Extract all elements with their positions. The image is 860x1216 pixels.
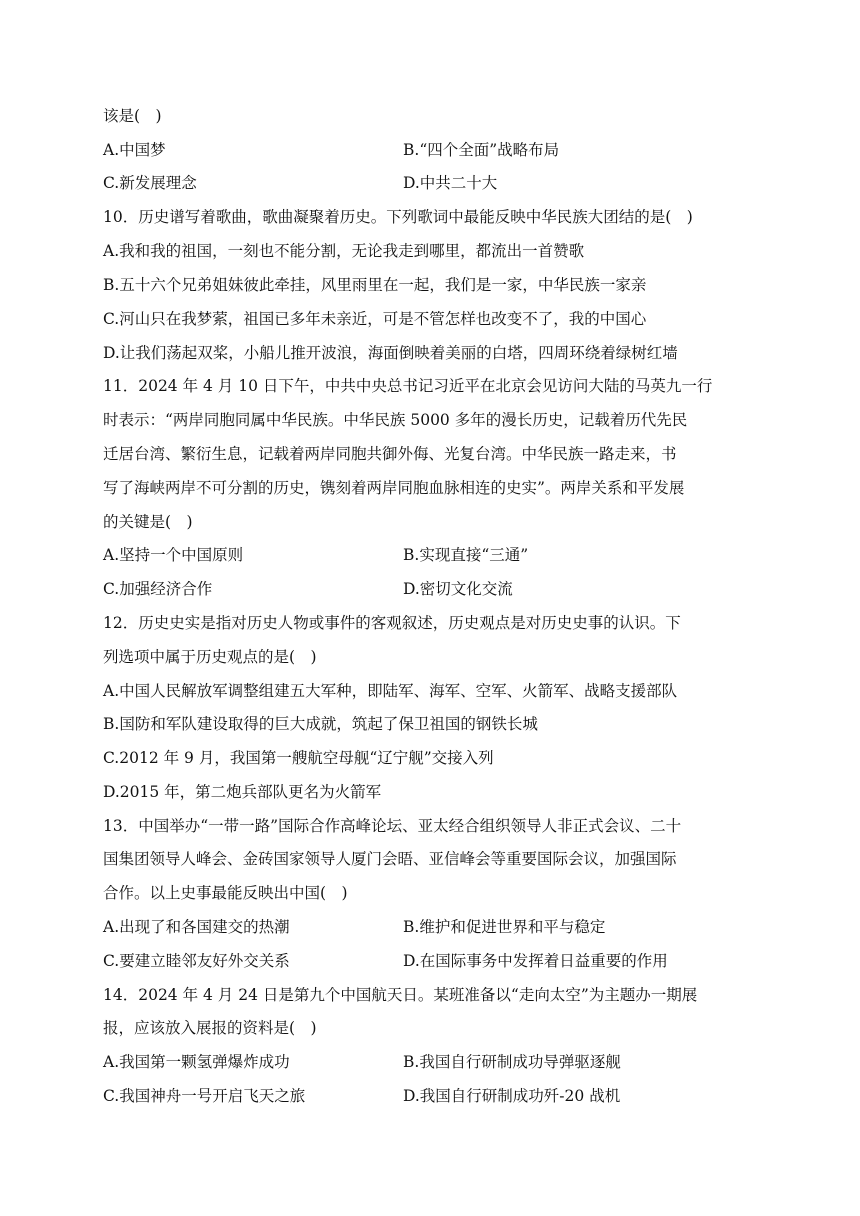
q11-option-b: B.实现直接“三通”: [403, 546, 529, 564]
q10-option-b: B.五十六个兄弟姐妹彼此牵挂，风里雨里在一起，我们是一家，中华民族一家亲: [103, 276, 647, 294]
q12-stem-line-1: 12．历史史实是指对历史人物或事件的客观叙述，历史观点是对历史史事的认识。下: [103, 614, 681, 632]
q11-stem-line-3: 迁居台湾、繁衍生息，记载着两岸同胞共御外侮、光复台湾。中华民族一路走来，书: [103, 445, 677, 463]
q9-option-b: B.“四个全面”战略布局: [403, 141, 560, 159]
q10-stem: 10．历史谱写着歌曲，歌曲凝聚着历史。下列歌词中最能反映中华民族大团结的是( ): [103, 208, 693, 226]
q9-options-row-1: [103, 140, 763, 160]
q9-stem-tail: 该是( ): [103, 107, 162, 125]
q12-option-c: C.2012 年 9 月，我国第一艘航空母舰“辽宁舰”交接入列: [103, 749, 494, 767]
q10-option-d: D.让我们荡起双桨，小船儿推开波浪，海面倒映着美丽的白塔，四周环绕着绿树红墙: [103, 344, 678, 362]
q13-option-a: A.出现了和各国建交的热潮: [103, 918, 290, 936]
q13-stem-line-1: 13．中国举办“一带一路”国际合作高峰论坛、亚太经合组织领导人非正式会议、二十: [103, 817, 682, 835]
q11-option-a: A.坚持一个中国原则: [103, 546, 244, 564]
q14-option-b: B.我国自行研制成功导弹驱逐舰: [403, 1053, 621, 1071]
q11-option-c: C.加强经济合作: [103, 580, 213, 598]
q9-option-c: C.新发展理念: [103, 174, 197, 192]
q14-option-d: D.我国自行研制成功歼-20 战机: [403, 1087, 621, 1105]
q12-option-b: B.国防和军队建设取得的巨大成就，筑起了保卫祖国的钢铁长城: [103, 715, 538, 733]
q13-options-row-1: [103, 917, 763, 937]
q13-option-b: B.维护和促进世界和平与稳定: [403, 918, 606, 936]
q13-option-d: D.在国际事务中发挥着日益重要的作用: [403, 952, 668, 970]
q13-options-row-2: [103, 951, 763, 971]
q9-option-a: A.中国梦: [103, 141, 166, 159]
q14-option-c: C.我国神舟一号开启飞天之旅: [103, 1087, 306, 1105]
q9-option-d: D.中共二十大: [403, 174, 498, 192]
q10-option-c: C.河山只在我梦萦，祖国已多年未亲近，可是不管怎样也改变不了，我的中国心: [103, 310, 647, 328]
q11-stem-line-2: 时表示：“两岸同胞同属中华民族。中华民族 5000 多年的漫长历史，记载着历代先民: [103, 411, 688, 429]
q14-option-a: A.我国第一颗氢弹爆炸成功: [103, 1053, 290, 1071]
q13-stem-line-2: 国集团领导人峰会、金砖国家领导人厦门会晤、亚信峰会等重要国际会议，加强国际: [103, 850, 677, 868]
q11-options-row-2: [103, 579, 763, 599]
q11-stem-line-1: 11．2024 年 4 月 10 日下午，中共中央总书记习近平在北京会见访问大陆的马英九一行: [103, 377, 713, 395]
q12-option-d: D.2015 年，第二炮兵部队更名为火箭军: [103, 783, 382, 801]
q13-stem-line-3: 合作。以上史事最能反映出中国( ): [103, 884, 348, 902]
q11-option-d: D.密切文化交流: [403, 580, 513, 598]
q9-options-row-2: [103, 173, 763, 193]
q12-stem-line-2: 列选项中属于历史观点的是( ): [103, 648, 317, 666]
q11-stem-line-4: 写了海峡两岸不可分割的历史，镌刻着两岸同胞血脉相连的史实”。两岸关系和平发展: [103, 479, 685, 497]
q10-option-a: A.我和我的祖国，一刻也不能分割，无论我走到哪里，都流出一首赞歌: [103, 242, 585, 260]
q11-stem-line-5: 的关键是( ): [103, 513, 193, 531]
q14-options-row-1: [103, 1052, 763, 1072]
q14-stem-line-2: 报，应该放入展报的资料是( ): [103, 1019, 317, 1037]
q11-options-row-1: [103, 545, 763, 565]
q14-options-row-2: [103, 1086, 763, 1106]
q13-option-c: C.要建立睦邻友好外交关系: [103, 952, 290, 970]
q12-option-a: A.中国人民解放军调整组建五大军种，即陆军、海军、空军、火箭军、战略支援部队: [103, 682, 678, 700]
q14-stem-line-1: 14．2024 年 4 月 24 日是第九个中国航天日。某班准备以“走向太空”为主题办一期展: [103, 986, 698, 1004]
